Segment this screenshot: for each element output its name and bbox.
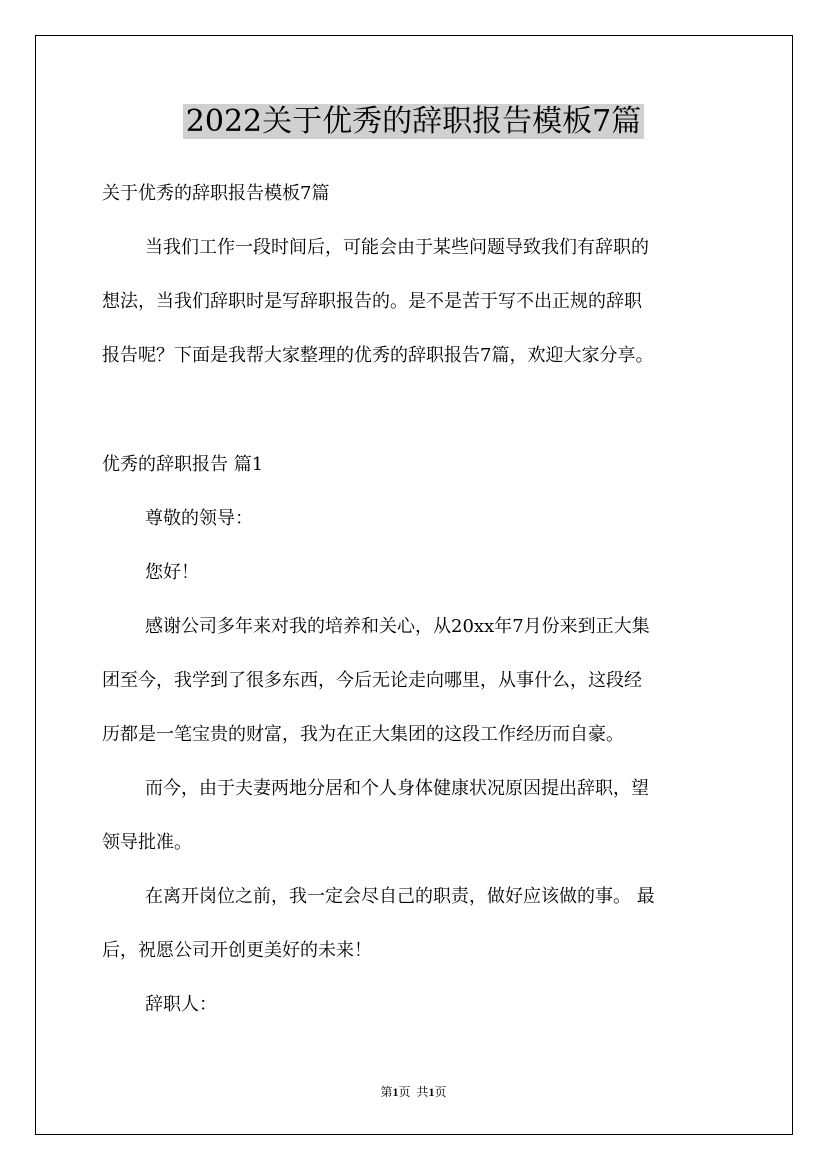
paragraph-1-line-3: 历都是一笔宝贵的财富，我为在正大集团的这段工作经历而自豪。 (102, 724, 624, 745)
intro-line-3: 报告呢？下面是我帮大家整理的优秀的辞职报告7篇，欢迎大家分享。 (102, 345, 654, 366)
footer-page-suffix: 页 (398, 1085, 411, 1099)
paragraph-2-line-1: 而今，由于夫妻两地分居和个人身体健康状况原因提出辞职，望 (145, 778, 649, 799)
salutation: 尊敬的领导： (145, 508, 253, 529)
signature-label: 辞职人： (145, 994, 217, 1015)
subtitle: 关于优秀的辞职报告模板7篇 (102, 183, 330, 204)
document-title-text: 2022关于优秀的辞职报告模板7篇 (183, 104, 644, 139)
footer-page-prefix: 第 (380, 1085, 393, 1099)
footer-page-number: 1 (392, 1085, 399, 1099)
paragraph-3-line-2: 后，祝愿公司开创更美好的未来！ (102, 940, 372, 961)
document-title (0, 98, 827, 146)
paragraph-1-line-2: 团至今，我学到了很多东西，今后无论走向哪里，从事什么，这段经 (102, 670, 642, 691)
intro-line-1: 当我们工作一段时间后，可能会由于某些问题导致我们有辞职的 (145, 237, 649, 258)
paragraph-3-line-1: 在离开岗位之前，我一定会尽自己的职责，做好应该做的事。 最 (145, 886, 655, 907)
paragraph-1-line-1: 感谢公司多年来对我的培养和关心，从20xx年7月份来到正大集 (145, 616, 650, 637)
intro-line-2: 想法，当我们辞职时是写辞职报告的。是不是苦于写不出正规的辞职 (102, 291, 642, 312)
footer-total-suffix: 页 (434, 1085, 447, 1099)
page-footer (0, 1082, 827, 1102)
footer-total-prefix: 共 (416, 1085, 429, 1099)
paragraph-2-line-2: 领导批准。 (102, 832, 192, 853)
footer-total-number: 1 (428, 1085, 435, 1099)
section-heading: 优秀的辞职报告 篇1 (102, 454, 264, 475)
greeting: 您好！ (145, 562, 199, 583)
